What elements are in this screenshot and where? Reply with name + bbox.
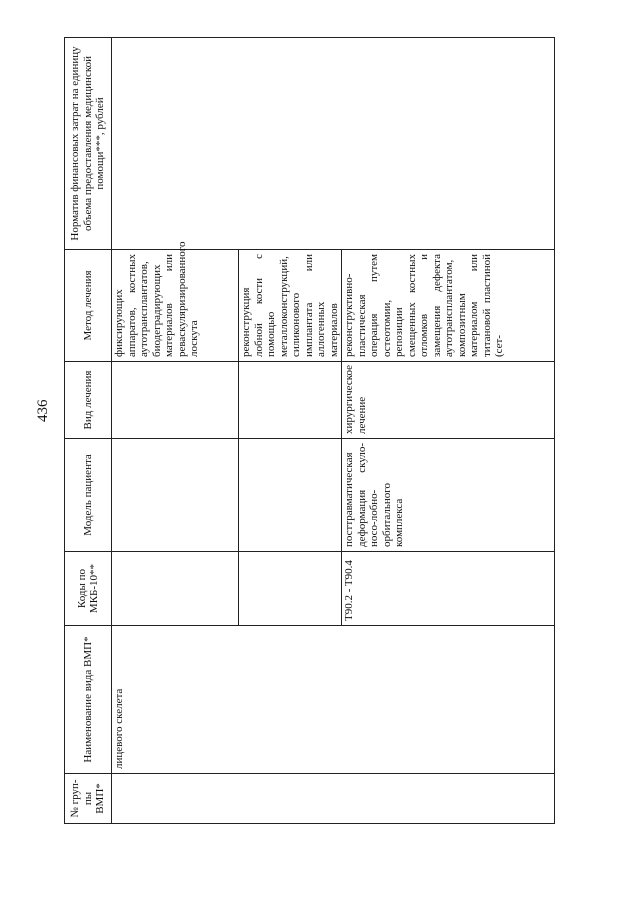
header-cost-norm: Норматив финансовых затрат на единицу объема предоставления медицинской помощи***, рублей [65,38,112,250]
header-treatment-method: Метод лечения [65,250,112,362]
cell-treatment [239,362,342,439]
cell-cost [112,38,555,250]
cell-group [112,774,555,824]
cell-codes [112,552,239,626]
header-icd-codes: Коды по МКБ-10** [65,552,112,626]
cell-treatment [112,362,239,439]
cell-codes: T90.2 - T90.4 [342,552,555,626]
header-patient-model: Модель пациента [65,439,112,552]
header-treatment-type: Вид лечения [65,362,112,439]
header-vmp-name: Наименование вида ВМП* [65,626,112,774]
header-row [65,38,112,824]
rotated-table-container [64,38,564,824]
cell-method: реконструктивно-пластическая операция путем остеотомии, репозиции смещенных костных отломков и замещения дефекта аутотрансплантатом, композитным материалом или титановой пластиной (сет- [342,250,555,362]
cell-treatment: хирургическое лечение [342,362,555,439]
cell-method: фиксирующих аппаратов, костных аутотрансплантатов, биодеградирующих материалов или реваскуляризированного лоскута [112,250,239,362]
cell-method: реконструкция лобной кости с помощью металлоконструкций, силиконового имплантата или аллогенных материалов [239,250,342,362]
vmp-table [64,37,555,824]
cell-vmp-name: лицевого скелета [112,626,555,774]
cell-codes [239,552,342,626]
cell-model: посттравматическая деформация скуло-носо-лобно-орбитального комплекса [342,439,555,552]
header-group: № груп-пы ВМП* [65,774,112,824]
cell-model [112,439,239,552]
page-number: 436 [35,399,51,422]
table-row [112,38,239,824]
cell-model [239,439,342,552]
